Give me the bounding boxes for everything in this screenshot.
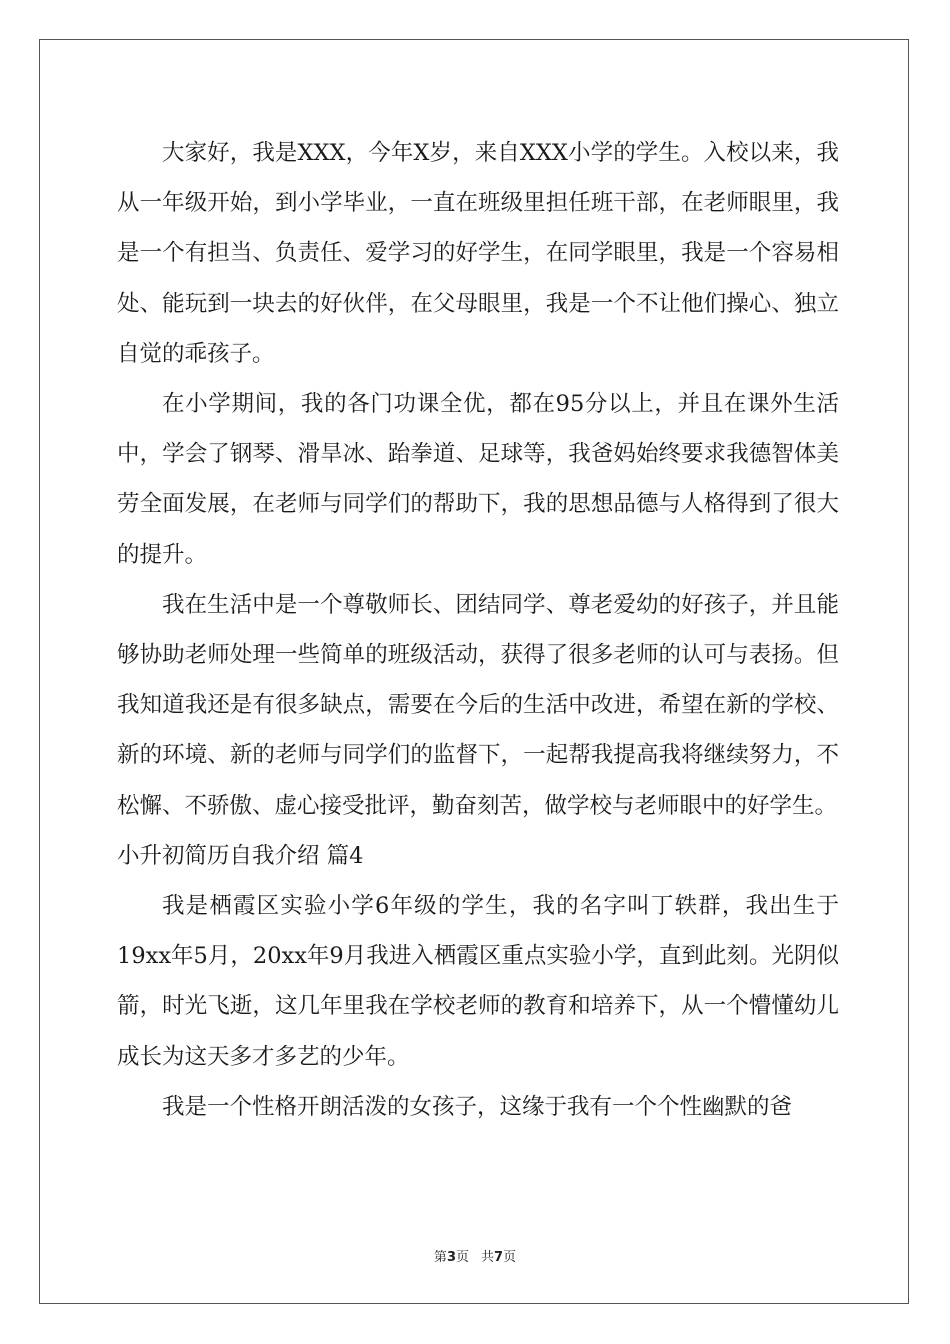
page-footer	[0, 1246, 950, 1265]
paragraph-2: 在小学期间，我的各门功课全优，都在95分以上，并且在课外生活中，学会了钢琴、滑旱冰、跆拳道、足球等，我爸妈始终要求我德智体美劳全面发展，在老师与同学们的帮助下，我的思想品德与人格得到了很大的提升。	[117, 391, 839, 568]
paragraph-4: 我是栖霞区实验小学6年级的学生，我的名字叫丁轶群，我出生于19xx年5月，20xx年9月我进入栖霞区重点实验小学，直到此刻。光阴似箭，时光飞逝，这几年里我在学校老师的教育和培养下，从一个懵懂幼儿成长为这天多才多艺的少年。	[117, 893, 839, 1070]
document-body	[117, 128, 839, 1132]
total-prefix: 共	[481, 1250, 495, 1265]
page-prefix: 第	[433, 1250, 447, 1265]
total-suffix: 页	[503, 1250, 517, 1265]
page-suffix: 页	[455, 1250, 469, 1265]
total-pages: 7	[494, 1250, 504, 1265]
page-number: 3	[446, 1250, 456, 1265]
paragraph-1: 大家好，我是XXX，今年X岁，来自XXX小学的学生。入校以来，我从一年级开始，到小学毕业，一直在班级里担任班干部，在老师眼里，我是一个有担当、负责任、爱学习的好学生，在同学眼里，我是一个容易相处、能玩到一块去的好伙伴，在父母眼里，我是一个不让他们操心、独立自觉的乖孩子。	[117, 140, 839, 367]
paragraph-5: 我是一个性格开朗活泼的女孩子，这缘于我有一个个性幽默的爸	[162, 1093, 793, 1120]
paragraph-3: 我在生活中是一个尊敬师长、团结同学、尊老爱幼的好孩子，并且能够协助老师处理一些简单的班级活动，获得了很多老师的认可与表扬。但我知道我还是有很多缺点，需要在今后的生活中改进，希望在新的学校、新的环境、新的老师与同学们的监督下，一起帮我提高我将继续努力，不松懈、不骄傲、虚心接受批评，勤奋刻苦，做学校与老师眼中的好学生。	[117, 591, 839, 819]
section-heading: 小升初简历自我介绍 篇4	[117, 842, 364, 869]
